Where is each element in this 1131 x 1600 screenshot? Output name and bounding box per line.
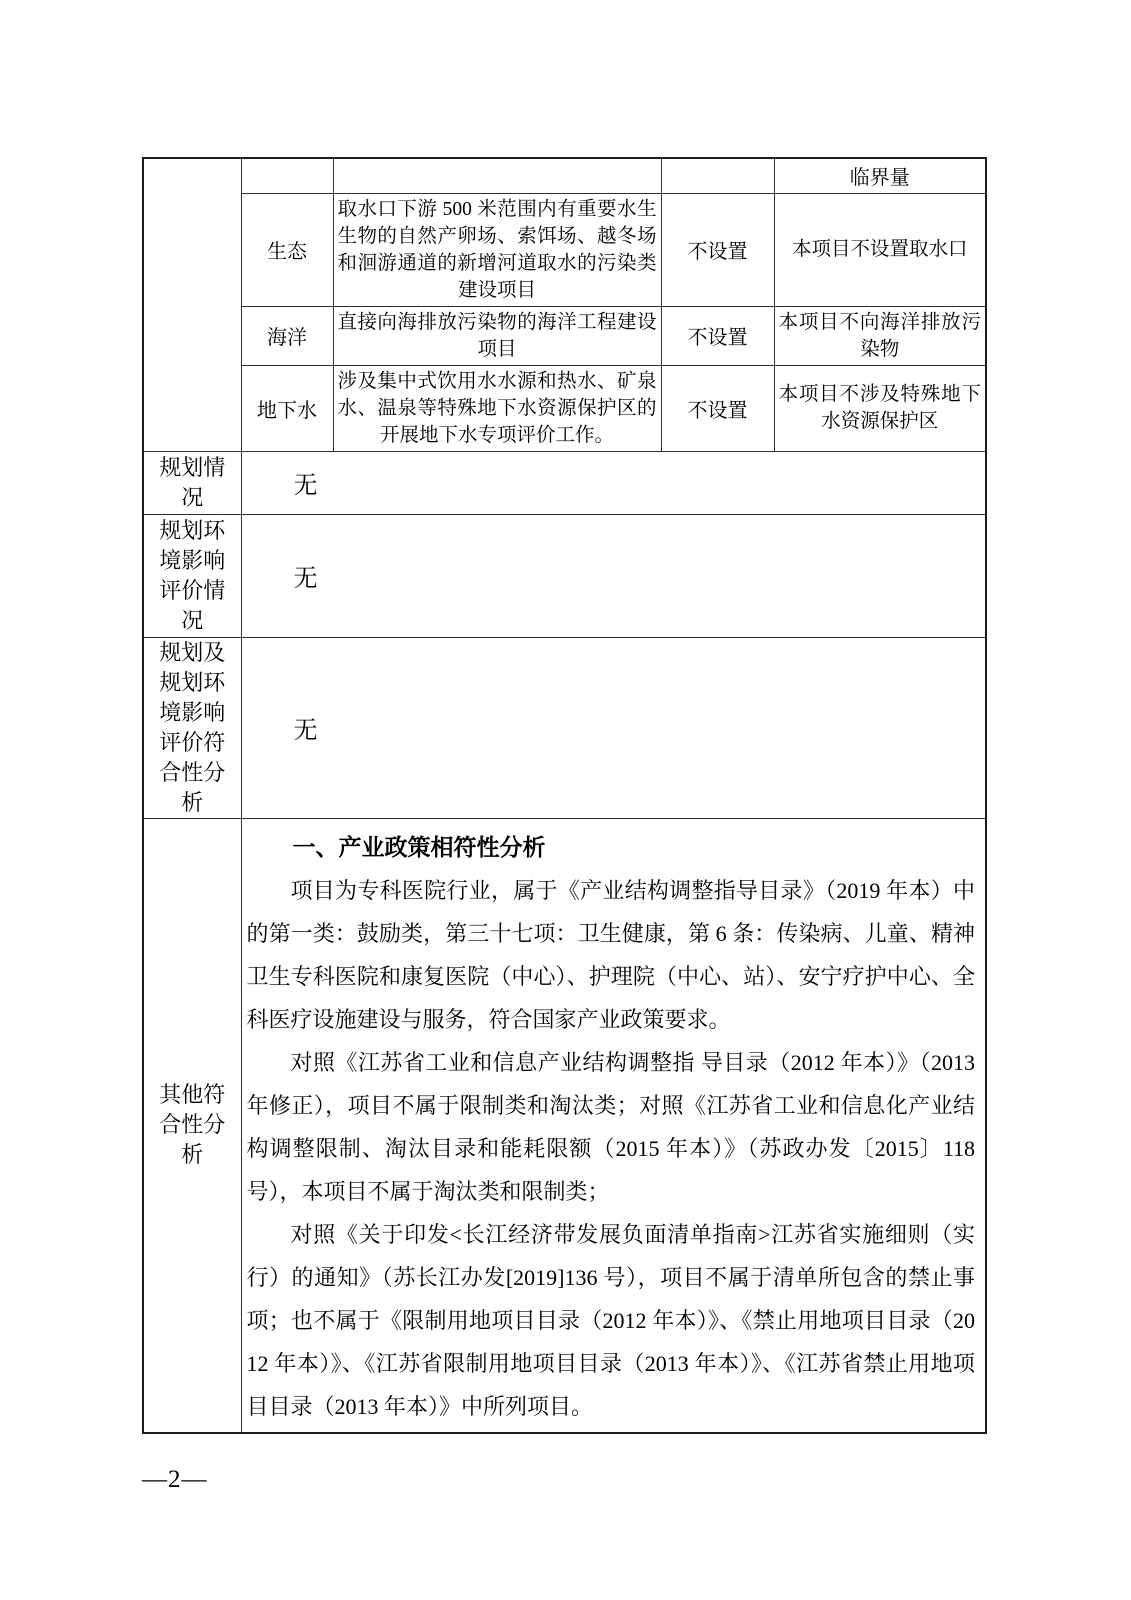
row-label: 规划及规划环境影响评价符合性分析	[143, 637, 241, 818]
setting-cell: 不设置	[661, 365, 774, 451]
row-label: 规划环境影响评价情况	[143, 514, 241, 637]
table-row-planning-status	[143, 451, 986, 514]
remark-cell: 本项目不涉及特殊地下水资源保护区	[774, 365, 986, 451]
category-cell: 生态	[241, 193, 333, 306]
section-body	[247, 869, 976, 1428]
setting-cell: 不设置	[661, 306, 774, 365]
description-cell: 取水口下游 500 米范围内有重要水生生物的自然产卵场、索饵场、越冬场和洄游通道的新增河道取水的污染类建设项目	[333, 193, 661, 306]
paragraph: 对照《江苏省工业和信息产业结构调整指 导目录（2012 年本）》（2013 年修正），项目不属于限制类和淘汰类；对照《江苏省工业和信息化产业结构调整限制、淘汰目录和能耗限额（2015 年本）》（苏政办发〔2015〕118 号），本项目不属于淘汰类和限制类；	[246, 1050, 975, 1205]
env-header-setting-cell	[661, 158, 774, 193]
page-number: —2—	[142, 1466, 208, 1493]
section-heading: 一、产业政策相符性分析	[292, 835, 546, 861]
assessment-table	[142, 157, 987, 1434]
table-row-planning-compliance	[143, 637, 986, 818]
table-row-groundwater	[143, 365, 986, 451]
table-row-planning-eia-status	[143, 514, 986, 637]
setting-cell: 不设置	[661, 193, 774, 306]
row-value: 无	[241, 637, 986, 818]
env-header-description-cell	[333, 158, 661, 193]
table-row-ocean	[143, 306, 986, 365]
paragraph: 对照《关于印发<长江经济带发展负面清单指南>江苏省实施细则（实行）的通知》（苏长江办发[2019]136 号），项目不属于清单所包含的禁止事项；也不属于《限制用地项目目录（2012 年本）》、《禁止用地项目目录（2012 年本）》、《江苏省限制用地项目目录（2013 年本）》、《江苏省禁止用地项目目录（2013 年本）》中所列项目。	[246, 1222, 975, 1420]
row-value: 无	[241, 451, 986, 514]
row-value: 无	[241, 514, 986, 637]
row-label: 其他符合性分析	[143, 818, 241, 1433]
table-row-header-partial	[143, 158, 986, 193]
env-header-category-cell	[241, 158, 333, 193]
paragraph: 项目为专科医院行业，属于《产业结构调整指导目录》（2019 年本）中的第一类：鼓励类，第三十七项：卫生健康，第 6 条：传染病、儿童、精神卫生专科医院和康复医院（中心）、护理院（中心、站）、安宁疗护中心、全科医疗设施建设与服务，符合国家产业政策要求。	[246, 878, 975, 1033]
remark-cell: 本项目不设置取水口	[774, 193, 986, 306]
table-row-other-compliance	[143, 818, 986, 1433]
other-compliance-content	[241, 818, 986, 1433]
description-cell: 直接向海排放污染物的海洋工程建设项目	[333, 306, 661, 365]
threshold-header-cell: 临界量	[774, 158, 986, 193]
remark-cell: 本项目不向海洋排放污染物	[774, 306, 986, 365]
row-label: 规划情况	[143, 451, 241, 514]
category-cell: 海洋	[241, 306, 333, 365]
table-row-ecology	[143, 193, 986, 306]
env-section-label-cell	[143, 158, 241, 451]
category-cell: 地下水	[241, 365, 333, 451]
description-cell: 涉及集中式饮用水水源和热水、矿泉水、温泉等特殊地下水资源保护区的开展地下水专项评价工作。	[333, 365, 661, 451]
